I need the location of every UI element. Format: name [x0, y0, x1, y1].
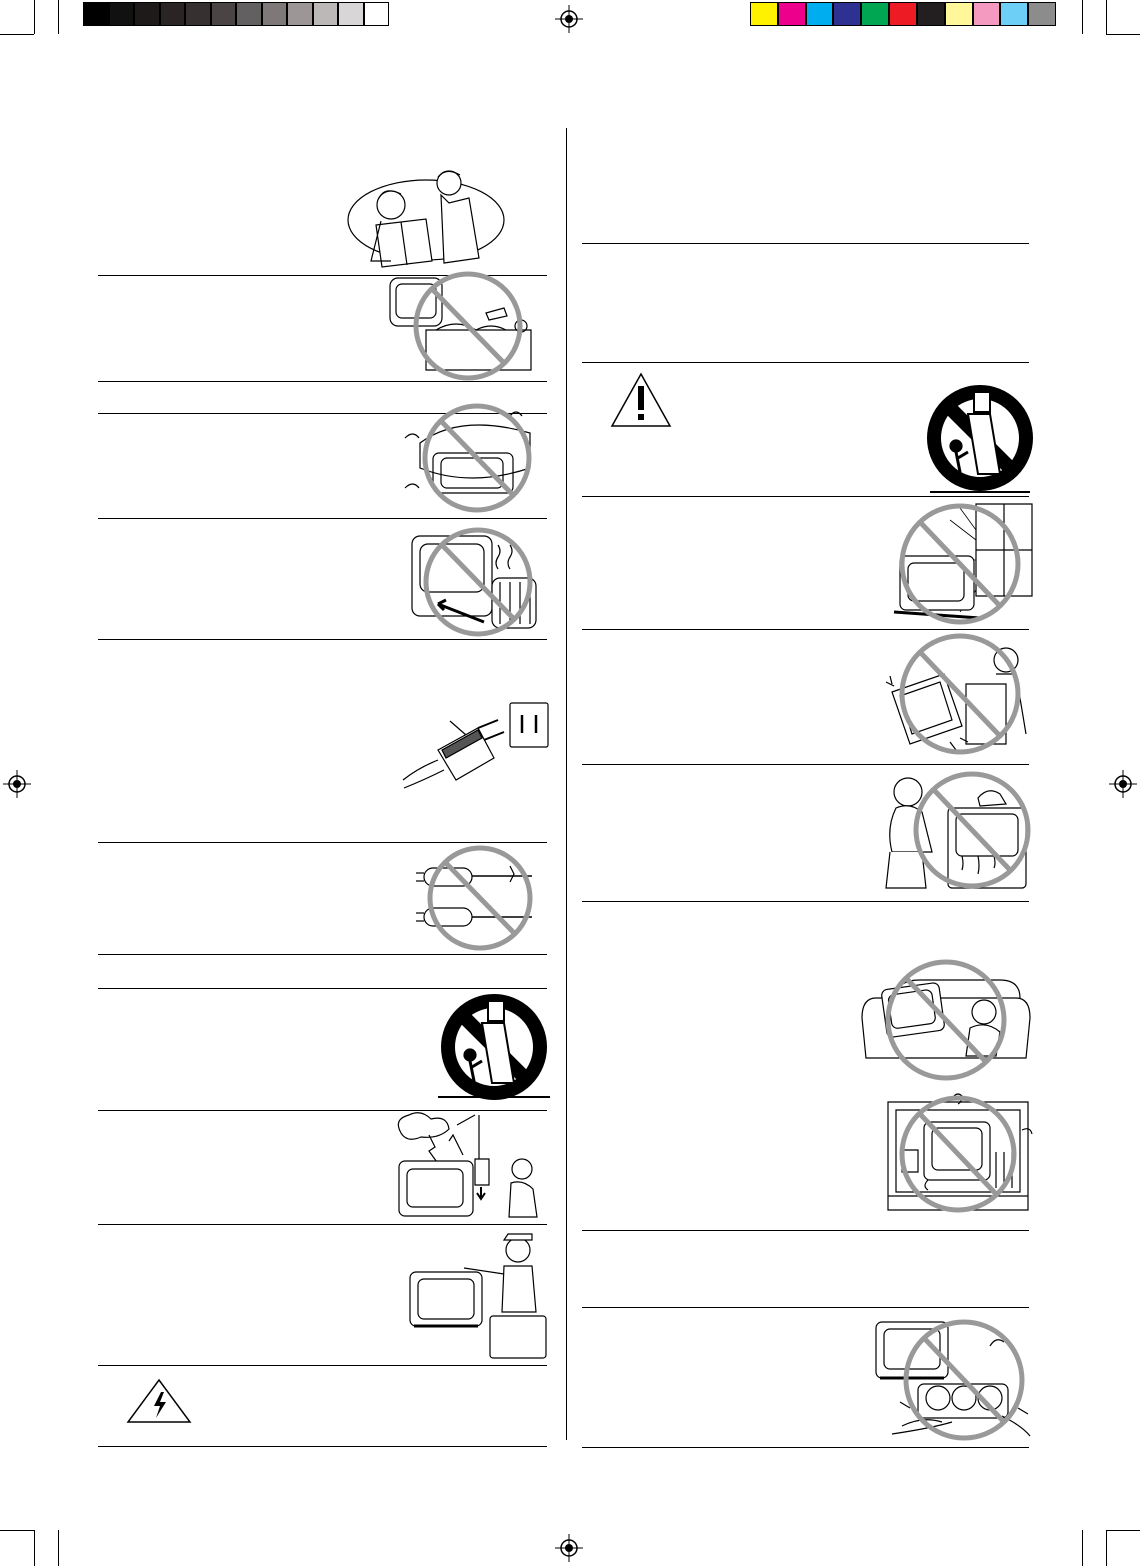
- column-divider: [566, 128, 567, 1440]
- registration-mark: [1109, 770, 1137, 798]
- crop-mark: [0, 1530, 34, 1531]
- polarized-plug-illustration: [398, 695, 553, 800]
- ventilation-cabinet-illustration: [884, 1092, 1032, 1214]
- section-divider: [98, 518, 547, 519]
- no-objects-on-top-illustration: [882, 768, 1034, 892]
- color-swatch: [160, 2, 186, 26]
- color-swatch: [750, 2, 778, 26]
- read-instructions-illustration: [346, 165, 506, 270]
- color-swatch: [833, 2, 861, 26]
- no-sunlight-illustration: [880, 500, 1036, 626]
- crop-mark: [34, 1530, 35, 1566]
- section-divider: [582, 1307, 1029, 1308]
- section-divider: [98, 1224, 547, 1225]
- no-overload-outlet-illustration: [872, 1316, 1034, 1442]
- crop-mark: [1106, 1530, 1140, 1531]
- section-divider: [98, 1446, 547, 1447]
- color-swatch: [917, 2, 945, 26]
- section-divider: [98, 639, 547, 640]
- section-divider: [582, 243, 1029, 244]
- ventilation-illustration: [856, 958, 1032, 1084]
- crop-mark: [1082, 0, 1083, 34]
- crop-mark: [58, 0, 59, 34]
- crop-mark: [58, 1530, 59, 1566]
- crop-mark: [1106, 0, 1107, 34]
- caution-warning-icon: [610, 372, 672, 428]
- color-swatch: [889, 2, 917, 26]
- color-swatch: [211, 2, 237, 26]
- cart-caution-illustration: [924, 384, 1036, 496]
- section-divider: [582, 1447, 1029, 1448]
- damaged-cord-illustration: [412, 848, 542, 948]
- color-swatch: [313, 2, 339, 26]
- color-swatch: [806, 2, 834, 26]
- color-swatch: [973, 2, 1001, 26]
- color-swatch: [134, 2, 160, 26]
- section-divider: [98, 1365, 547, 1366]
- color-swatch: [287, 2, 313, 26]
- color-swatch: [1028, 2, 1056, 26]
- service-technician-illustration: [406, 1228, 551, 1363]
- crop-mark: [34, 0, 35, 34]
- color-swatch: [945, 2, 973, 26]
- registration-mark: [555, 1534, 583, 1562]
- color-swatch: [109, 2, 135, 26]
- section-divider: [98, 954, 547, 955]
- section-divider: [582, 764, 1029, 765]
- lightning-unplug-illustration: [389, 1111, 549, 1221]
- section-divider: [582, 1230, 1029, 1231]
- section-divider: [582, 629, 1029, 630]
- section-divider: [582, 901, 1029, 902]
- no-water-illustration: [386, 268, 536, 383]
- section-divider: [98, 842, 547, 843]
- cart-warning-illustration: [438, 995, 550, 1101]
- color-swatch: [861, 2, 889, 26]
- gray-scale-bar: [83, 0, 389, 28]
- crop-mark: [0, 34, 34, 35]
- no-blocking-vents-illustration: [405, 398, 550, 508]
- section-divider: [582, 362, 1029, 363]
- section-divider: [582, 496, 1029, 497]
- crop-mark: [1106, 1530, 1107, 1566]
- registration-mark: [555, 5, 583, 33]
- no-heat-source-illustration: [408, 520, 543, 638]
- color-swatch: [778, 2, 806, 26]
- color-swatch: [262, 2, 288, 26]
- color-swatch: [364, 2, 390, 26]
- color-swatch: [236, 2, 262, 26]
- crop-mark: [1082, 1530, 1083, 1566]
- color-swatch: [83, 2, 109, 26]
- color-swatch: [1000, 2, 1028, 26]
- section-divider: [98, 988, 547, 989]
- color-bar: [750, 0, 1056, 28]
- color-swatch: [338, 2, 364, 26]
- color-swatch: [185, 2, 211, 26]
- crop-mark: [1106, 34, 1140, 35]
- no-dropping-illustration: [880, 632, 1036, 760]
- electric-shock-warning-illustration: [126, 1378, 192, 1424]
- registration-mark: [3, 770, 31, 798]
